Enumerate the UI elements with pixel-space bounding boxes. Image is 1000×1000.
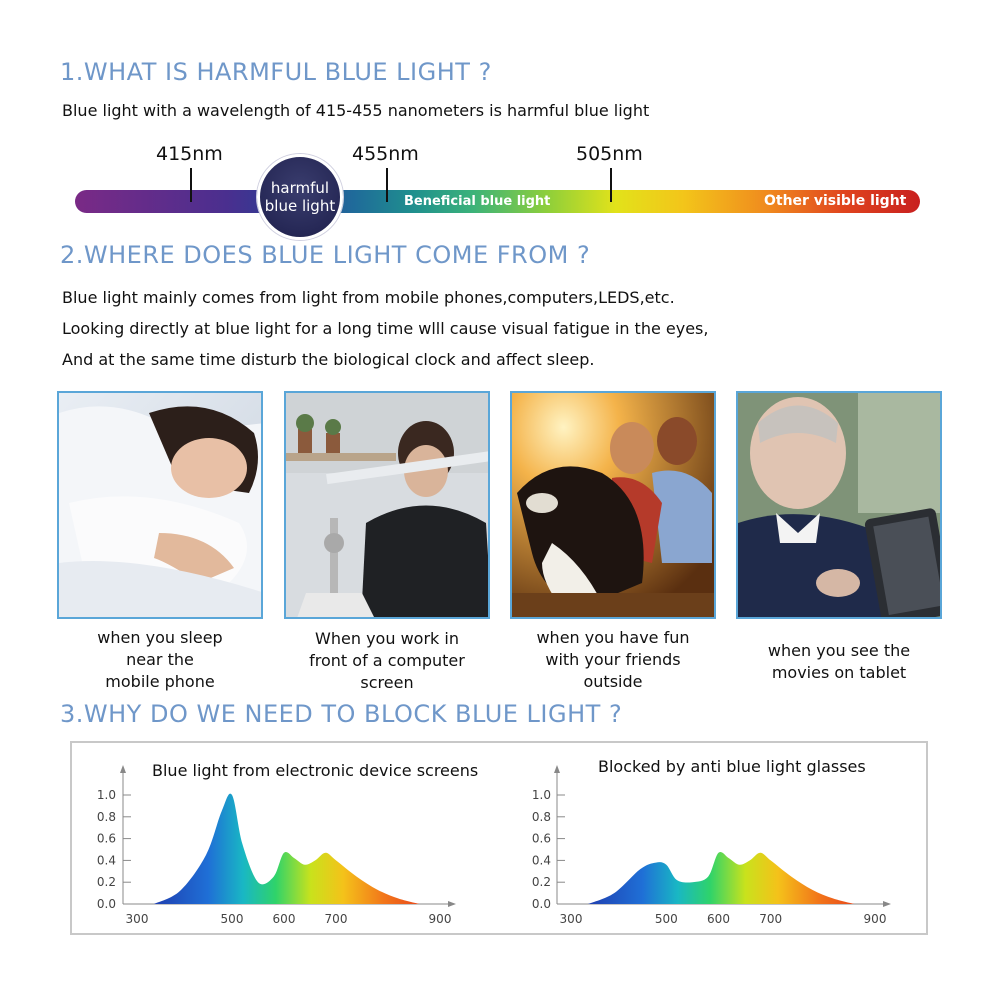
section2-line-2: Looking directly at blue light for a long time wlll cause visual fatigue in the eyes, <box>62 319 709 338</box>
y-tick-label-1-3: 0.4 <box>531 853 551 868</box>
y-tick-label-1-5: 0.0 <box>531 897 551 911</box>
spectrum-charts-frame <box>70 741 928 935</box>
caption-outside <box>505 627 721 693</box>
marker-505-label: 505nm <box>576 143 643 165</box>
section2-title: 2.WHERE DOES BLUE LIGHT COME FROM ? <box>60 241 591 269</box>
y-tick-label-0-2: 0.6 <box>96 831 116 846</box>
caption-computer-line-2: front of a computer <box>309 651 465 670</box>
sleeping-image <box>59 393 263 619</box>
caption-sleeping-line-3: mobile phone <box>105 672 215 691</box>
y-tick-label-1-2: 0.6 <box>531 831 551 846</box>
marker-505-tick <box>610 168 612 202</box>
beneficial-blue-light-label: Beneficial blue light <box>404 194 551 209</box>
marker-415-label: 415nm <box>156 143 223 165</box>
marker-455-label: 455nm <box>352 143 419 165</box>
marker-415-tick <box>190 168 192 202</box>
caption-computer <box>280 628 494 694</box>
caption-tablet-line-2: movies on tablet <box>771 663 907 682</box>
chart-title-1: Blocked by anti blue light glasses <box>598 757 866 776</box>
y-tick-label-1-0: 1.0 <box>531 788 551 802</box>
section2-line-3: And at the same time disturb the biological clock and affect sleep. <box>62 350 595 369</box>
caption-tablet <box>733 640 945 684</box>
caption-sleeping <box>57 627 263 693</box>
x-tick-label-0-4: 900 <box>428 912 452 926</box>
caption-sleeping-line-2: near the <box>126 650 194 669</box>
x-tick-label-0-3: 700 <box>324 912 348 926</box>
photo-fun-outside <box>510 391 716 619</box>
x-tick-label-0-0: 300 <box>125 912 149 926</box>
chart-title-0: Blue light from electronic device screens <box>152 761 479 780</box>
harmful-label-line1: harmful <box>270 179 330 197</box>
y-tick-label-0-1: 0.8 <box>96 809 116 824</box>
section1-description: Blue light with a wavelength of 415-455 nanometers is harmful blue light <box>62 101 650 120</box>
tablet-image <box>738 393 942 619</box>
caption-sleeping-line-1: when you sleep <box>97 628 223 647</box>
photo-working-at-computer <box>284 391 490 619</box>
x-tick-label-1-1: 500 <box>654 912 678 926</box>
x-tick-label-0-2: 600 <box>272 912 296 926</box>
section2-line-1: Blue light mainly comes from light from mobile phones,computers,LEDS,etc. <box>62 288 675 307</box>
caption-computer-line-1: When you work in <box>315 629 459 648</box>
photo-movies-on-tablet <box>736 391 942 619</box>
y-tick-label-0-3: 0.4 <box>96 853 116 868</box>
y-tick-label-0-0: 1.0 <box>96 788 116 802</box>
photo-sleeping-with-phone <box>57 391 263 619</box>
x-tick-label-1-0: 300 <box>559 912 583 926</box>
marker-455-tick <box>386 168 388 202</box>
y-tick-label-0-5: 0.0 <box>96 897 116 911</box>
caption-tablet-line-1: when you see the <box>767 641 911 660</box>
caption-outside-line-1: when you have fun <box>536 628 690 647</box>
x-tick-label-1-3: 700 <box>759 912 783 926</box>
caption-outside-line-3: outside <box>583 672 643 691</box>
section1-title: 1.WHAT IS HARMFUL BLUE LIGHT ? <box>60 58 492 86</box>
x-tick-label-1-2: 600 <box>707 912 730 926</box>
x-tick-label-1-4: 900 <box>863 912 887 926</box>
computer-image <box>286 393 490 619</box>
harmful-blue-light-badge <box>257 154 343 240</box>
y-tick-label-0-4: 0.2 <box>96 875 116 890</box>
y-tick-label-1-1: 0.8 <box>531 809 551 824</box>
outdoors-image <box>512 393 716 619</box>
other-visible-light-label: Other visible light <box>764 193 907 209</box>
harmful-label-line2: blue light <box>264 197 336 215</box>
x-tick-label-0-1: 500 <box>220 912 244 926</box>
caption-outside-line-2: with your friends <box>545 650 681 669</box>
y-tick-label-1-4: 0.2 <box>531 875 551 890</box>
caption-computer-line-3: screen <box>360 673 414 692</box>
section3-title: 3.WHY DO WE NEED TO BLOCK BLUE LIGHT ? <box>60 700 623 728</box>
